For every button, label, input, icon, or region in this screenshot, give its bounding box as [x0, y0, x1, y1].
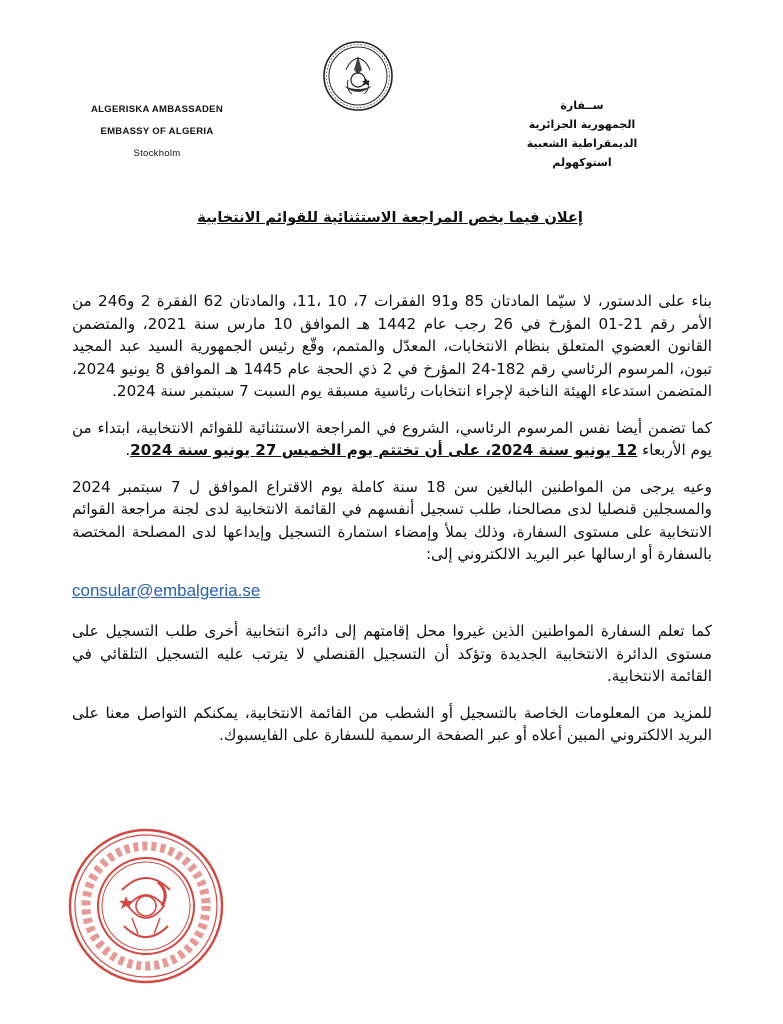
- header-ar-line-4: استوكهولم: [552, 156, 612, 169]
- embassy-stamp-icon: [66, 826, 226, 986]
- paragraph-1: بناء على الدستور، لا سيّما المادتان 85 و91 الفقرات 7، 10 ،11، والمادتان 62 الفقرة 2 و246 من الأمر رقم 21-01 المؤرخ في 26 رجب عام 1442 هـ الموافق 10 مارس سنة 2021، والمتضمن القانون العضوي المتعلق بنظام الانتخابات، المعدّل والمتمم، وقّع رئيس الجمهورية السيد عبد المجيد تبون، المرسوم الرئاسي رقم 182-24 المؤرخ في 2 ذي الحجة عام 1445 هـ الموافق 8 يونيو 2024، المتضمن استدعاء الهيئة الناخبة لإجراء انتخابات رئاسية مسبقة يوم السبت 7 سبتمبر سنة 2024.: [72, 292, 713, 400]
- document-title: إعلان فيما يخص المراجعة الاستثنائية للقوائم الانتخابية: [197, 210, 583, 226]
- paragraph-2-end: .: [125, 441, 131, 459]
- header-line-2: EMBASSY OF ALGERIA: [100, 126, 214, 137]
- document-body: [72, 290, 712, 761]
- paragraph-3: وعيه يرجى من المواطنين البالغين سن 18 سنة كاملة يوم الاقتراع الموافق ل 7 سبتمبر 2024 والمسجلين قنصليا لدى مصالحنا، طلب تسجيل أنفسهم في القائمة الانتخابية لدى لجنة مراجعة القوائم الانتخابية على مستوى السفارة، وذلك بملأ وإمضاء استمارة التسجيل وإيداعها لدى المصلحة المختصة بالسفارة أو ارسالها عبر البريد الالكتروني إلى:: [72, 477, 712, 563]
- paragraph-2: [72, 417, 712, 462]
- header-ar-line-2: الجمهورية الجزائرية: [528, 118, 636, 131]
- algeria-emblem-icon: [322, 40, 394, 112]
- embassy-header-latin: [72, 104, 242, 170]
- consular-email-link[interactable]: consular@embalgeria.se: [72, 580, 261, 600]
- header-ar-line-1: ســفارة: [560, 99, 604, 112]
- embassy-header-arabic: [512, 96, 652, 172]
- paragraph-4: كما تعلم السفارة المواطنين الذين غيروا محل إقامتهم إلى دائرة انتخابية أخرى طلب التسجيل على مستوى الدائرة الانتخابية الجديدة وتؤكد أن التسجيل القنصلي لا يترتب عليه التسجيل التلقائي في القائمة الانتخابية.: [72, 622, 712, 685]
- header-line-3: Stockholm: [133, 148, 181, 159]
- paragraph-2-text: كما تضمن أيضا نفس المرسوم الرئاسي، الشروع في المراجعة الاستثنائية للقوائم الانتخابية، ابتداء من يوم الأربعاء: [72, 418, 712, 459]
- header-line-1: ALGERISKA AMBASSADEN: [91, 104, 223, 115]
- registration-dates: 12 يونيو سنة 2024، على أن تختتم يوم الخميس 27 يونيو سنة 2024: [130, 441, 638, 459]
- header-ar-line-3: الديمقراطية الشعبية: [526, 137, 638, 150]
- email-line: [72, 580, 712, 603]
- paragraph-5: للمزيد من المعلومات الخاصة بالتسجيل أو الشطب من القائمة الانتخابية، يمكنكم التواصل معنا على البريد الالكتروني المبين أعلاه أو عبر الصفحة الرسمية للسفارة على الفايسبوك.: [72, 703, 712, 744]
